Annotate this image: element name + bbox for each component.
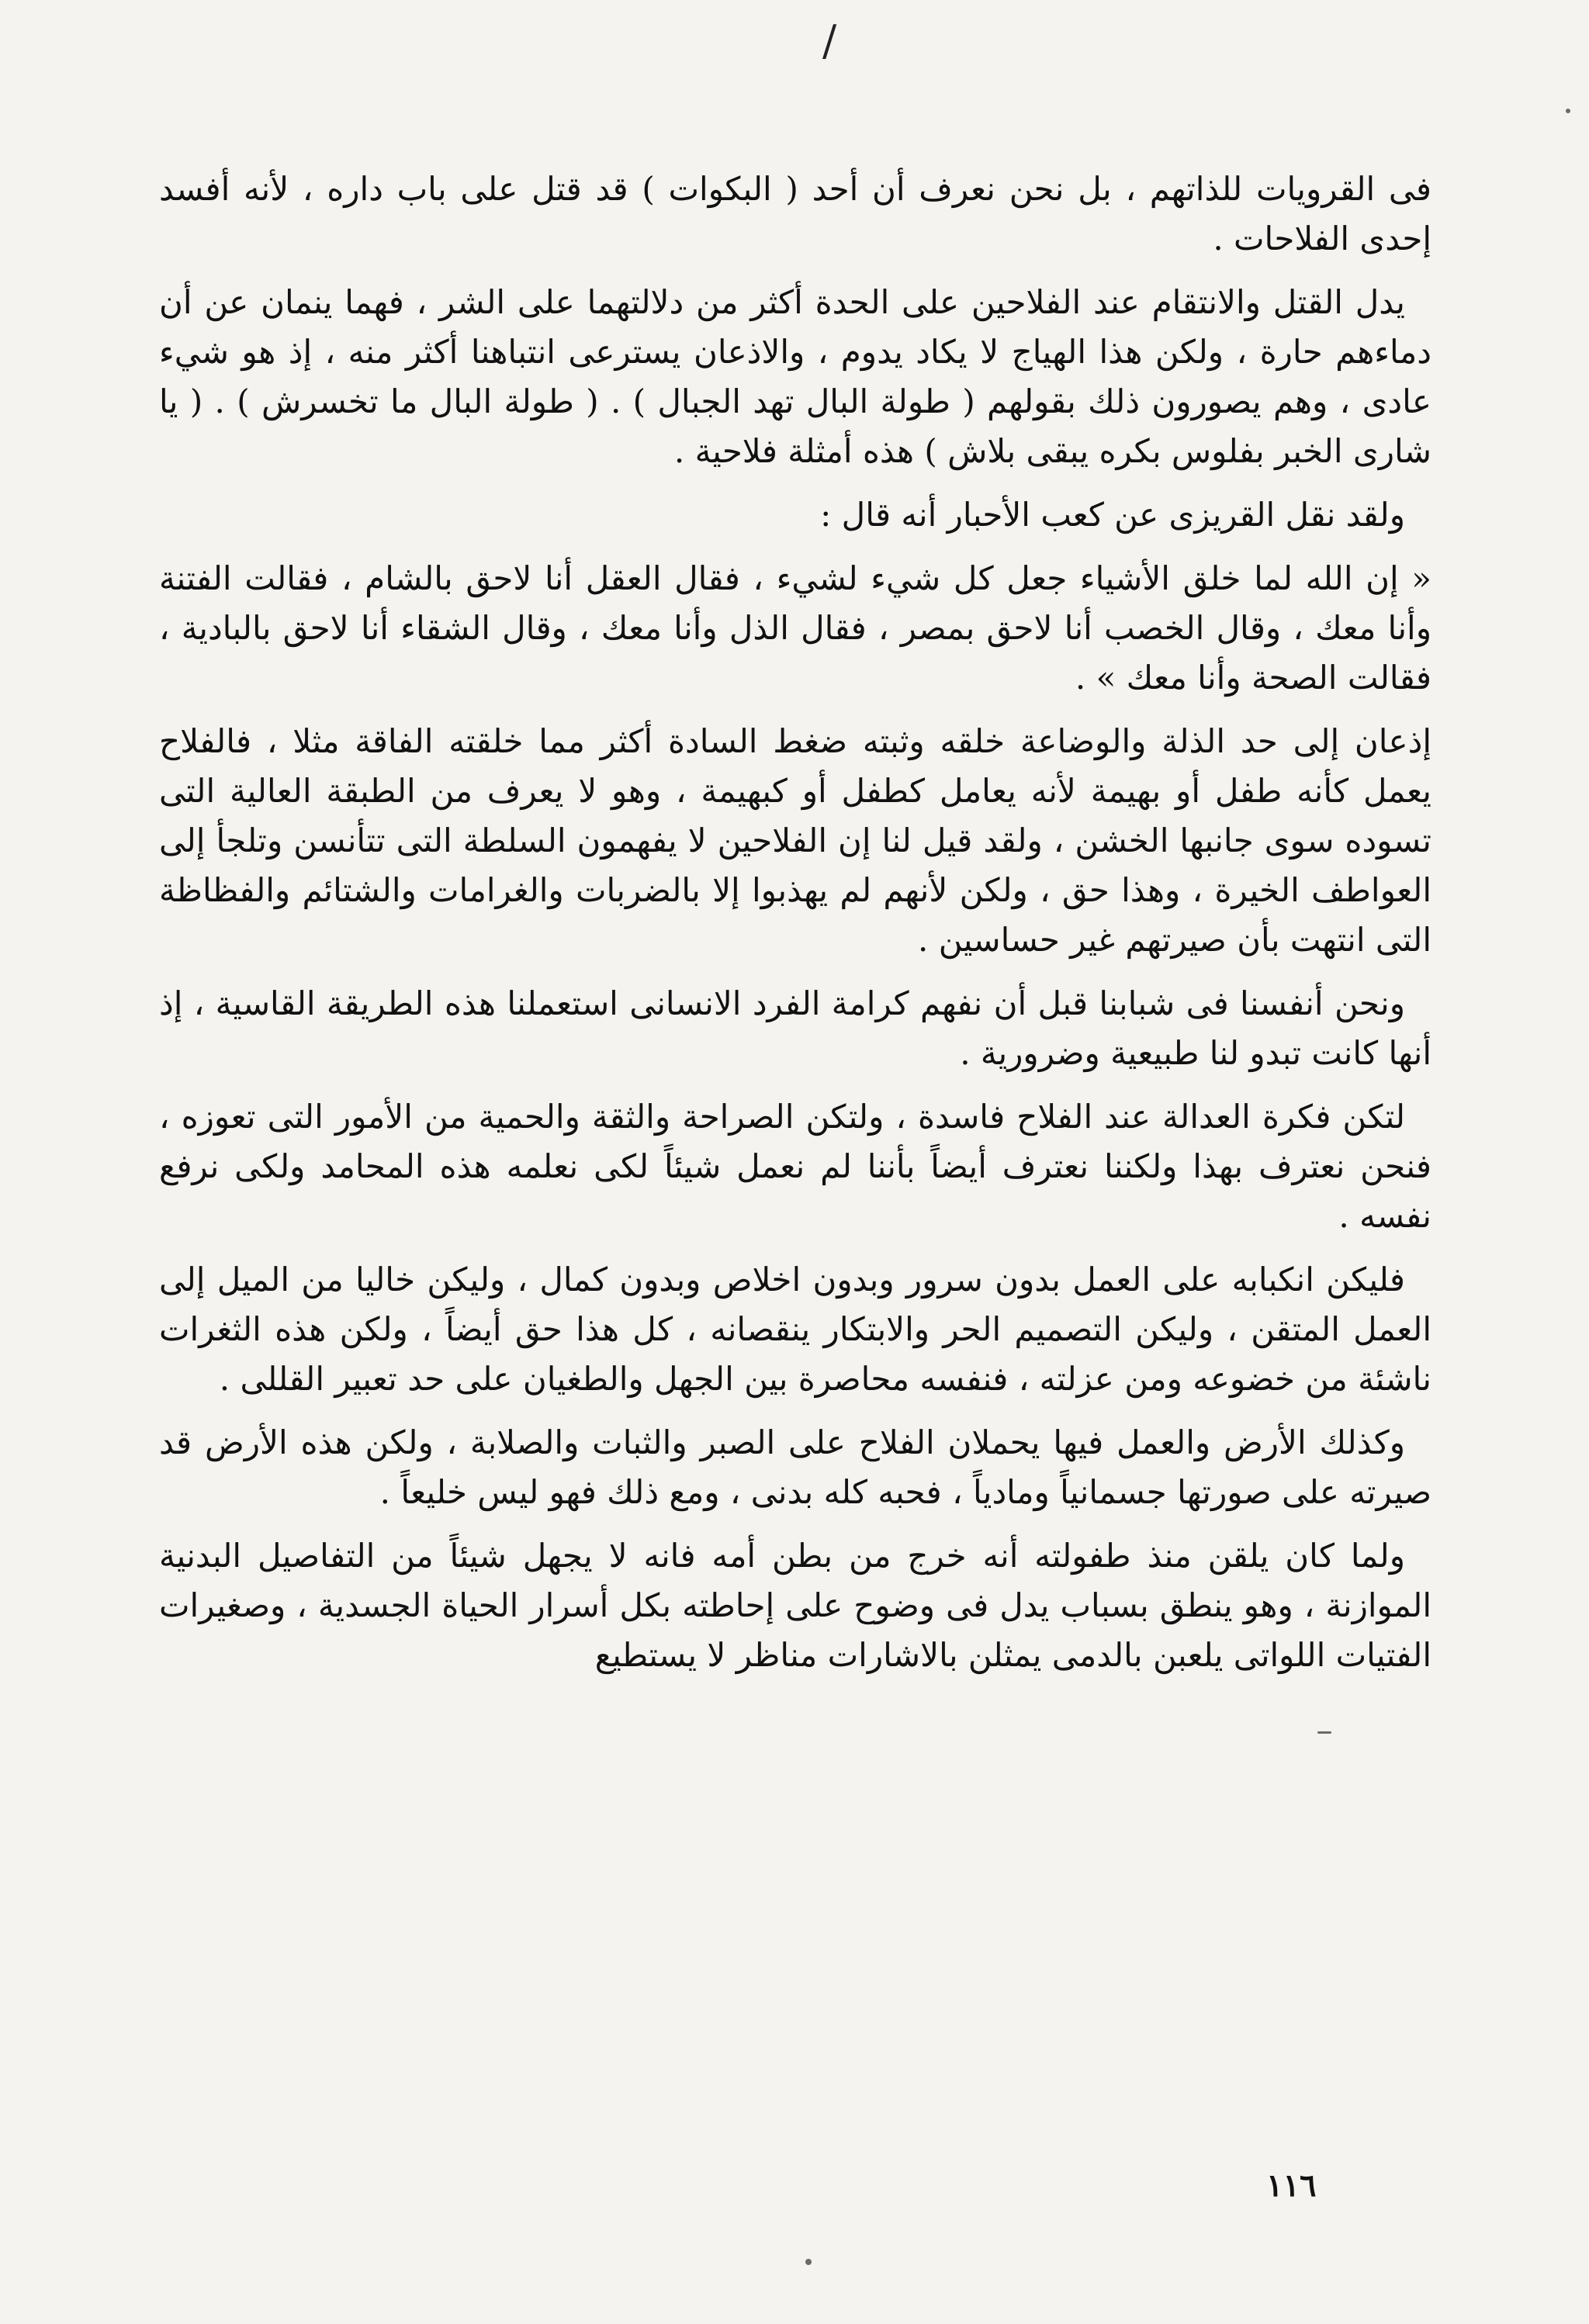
scan-speck bbox=[1317, 1731, 1331, 1734]
paragraph-continuation: فى القرويات للذاتهم ، بل نحن نعرف أن أحد ( البكوات ) قد قتل على باب داره ، لأنه أفسد إحدى الفلاحات . bbox=[159, 170, 1431, 258]
paragraph: يدل القتل والانتقام عند الفلاحين على الحدة أكثر من دلالتهما على الشر ، فهما ينمان عن أن دماءهم حارة ، ولكن هذا الهياج لا يكاد يدوم ، والاذعان يسترعى انتباهنا أكثر منه ، إذ هو شيء عادى ، وهم يصورون ذلك بقولهم ( طولة البال تهد الجبال ) . ( طولة البال ما تخسرش ) . ( يا شارى الخبر بفلوس بكره يبقى بلاش ) هذه أمثلة فلاحية . bbox=[159, 283, 1431, 470]
page-number: ١١٦ bbox=[1266, 2167, 1317, 2204]
body-text bbox=[159, 164, 1431, 1694]
top-mark: / bbox=[822, 16, 837, 65]
scan-speck bbox=[1566, 109, 1570, 113]
scan-speck bbox=[805, 2259, 812, 2265]
paragraph: ونحن أنفسنا فى شبابنا قبل أن نفهم كرامة الفرد الانسانى استعملنا هذه الطريقة القاسية ، إذ أنها كانت تبدو لنا طبيعية وضرورية . bbox=[159, 984, 1431, 1072]
paragraph: ولقد نقل القريزى عن كعب الأحبار أنه قال : bbox=[820, 496, 1405, 534]
paragraph: وكذلك الأرض والعمل فيها يحملان الفلاح على الصبر والثبات والصلابة ، ولكن هذه الأرض قد صيرته على صورتها جسمانياً ومادياً ، فحبه كله بدنى ، ومع ذلك فهو ليس خليعاً . bbox=[159, 1423, 1431, 1511]
paragraph: إذعان إلى حد الذلة والوضاعة خلقه وثبته ضغط السادة أكثر مما خلقته الفاقة مثلا ، فالفلاح يعمل كأنه طفل أو بهيمة لأنه يعامل كطفل أو كبهيمة ، وهو لا يعرف من الطبقة العالية التى تسوده سوى جانبها الخشن ، ولقد قيل لنا إن الفلاحين لا يفهمون السلطة التى تتأنسن وتلجأ إلى العواطف الخيرة ، وهذا حق ، ولكن لأنهم لم يهذبوا إلا بالضربات والغرامات والشتائم والفظاظة التى انتهت بأن صيرتهم غير حساسين . bbox=[159, 722, 1431, 959]
paragraph: ولما كان يلقن منذ طفولته أنه خرج من بطن أمه فانه لا يجهل شيئاً من التفاصيل البدنية الموازنة ، وهو ينطق بسباب يدل فى وضوح على إحاطته بكل أسرار الحياة الجسدية ، وصغيرات الفتيات اللواتى يلعبن بالدمى يمثلن بالاشارات مناظر لا يستطيع bbox=[159, 1537, 1431, 1674]
paragraph: فليكن انكبابه على العمل بدون سرور وبدون اخلاص وبدون كمال ، وليكن خاليا من الميل إلى العمل المتقن ، وليكن التصميم الحر والابتكار ينقصانه ، كل هذا حق أيضاً ، ولكن هذه الثغرات ناشئة من خضوعه ومن عزلته ، فنفسه محاصرة بين الجهل والطغيان على حد تعبير القللى . bbox=[159, 1261, 1431, 1398]
paragraph: لتكن فكرة العدالة عند الفلاح فاسدة ، ولتكن الصراحة والثقة والحمية من الأمور التى تعوزه ، فنحن نعترف بهذا ولكننا نعترف أيضاً بأننا لم نعمل شيئاً لكى نعلمه هذه المحامد ولكى نرفع نفسه . bbox=[159, 1098, 1431, 1235]
quotation-paragraph: « إن الله لما خلق الأشياء جعل كل شيء لشيء ، فقال العقل أنا لاحق بالشام ، فقالت الفتنة وأنا معك ، وقال الخصب أنا لاحق بمصر ، فقال الذل وأنا معك ، وقال الشقاء أنا لاحق بالبادية ، فقالت الصحة وأنا معك » . bbox=[159, 559, 1431, 697]
